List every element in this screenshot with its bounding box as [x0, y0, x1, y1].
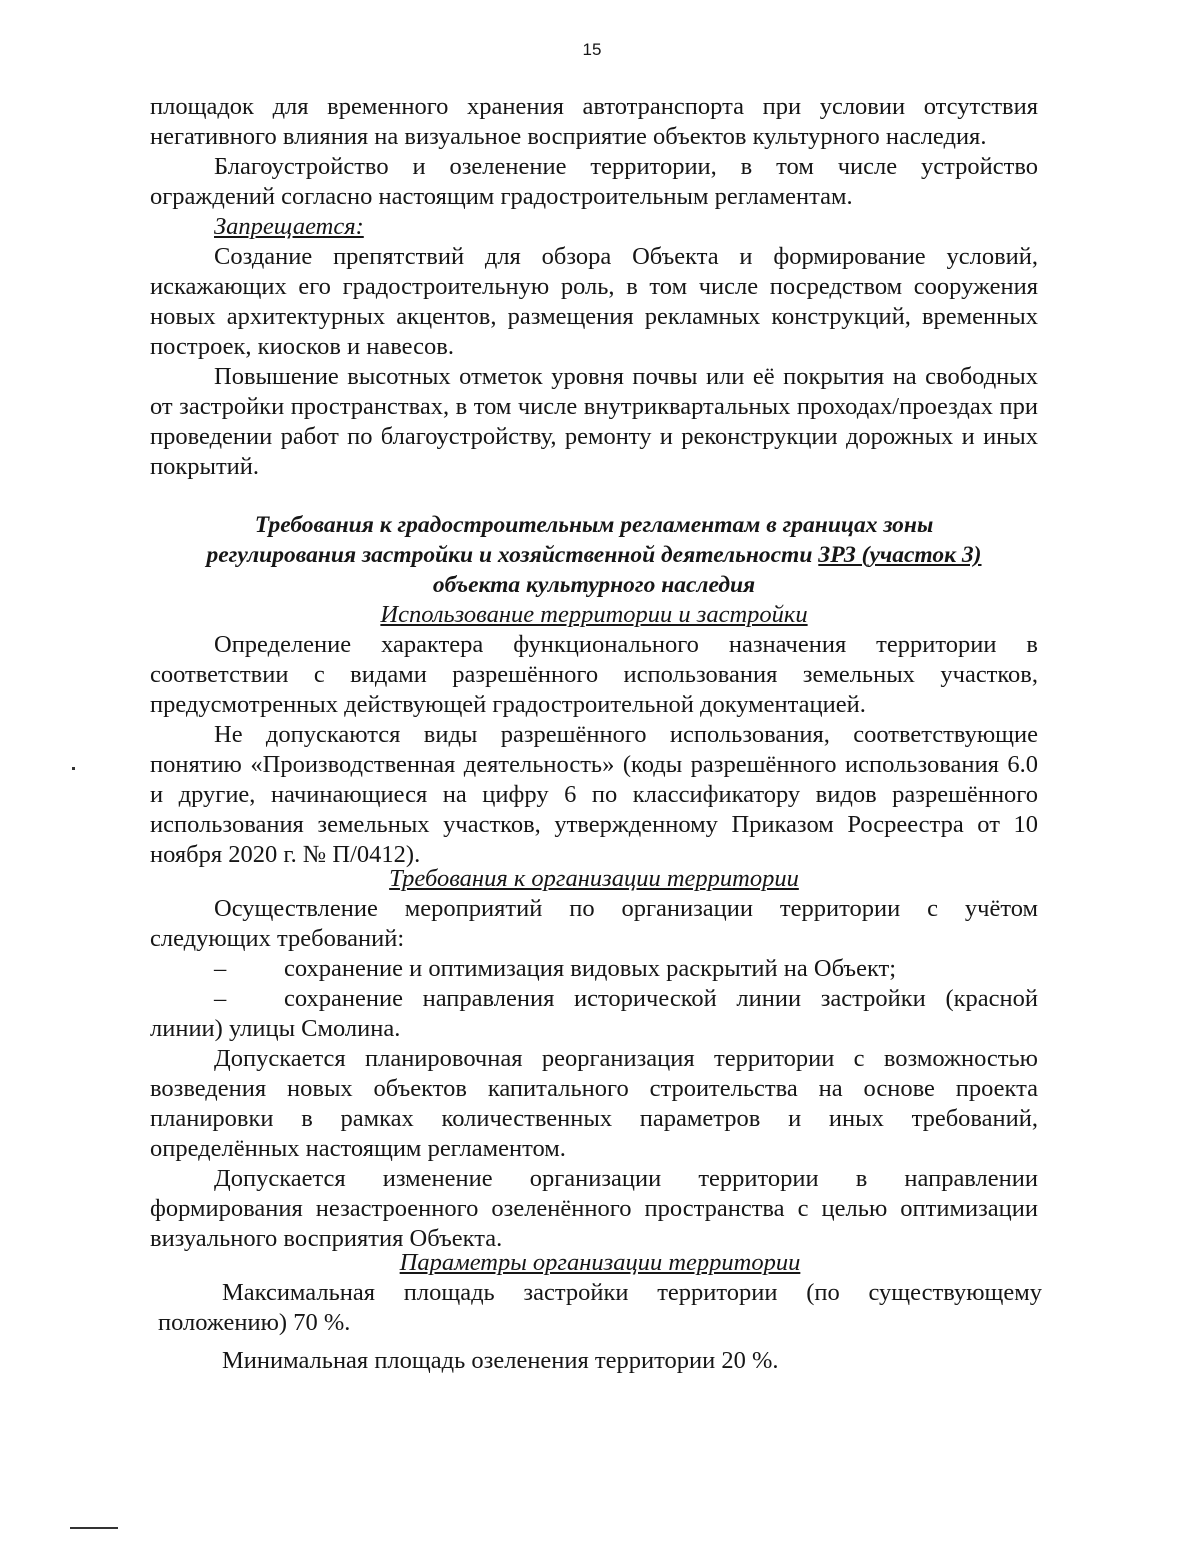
- dash-marker: –: [214, 985, 227, 1012]
- subsection-title: Требования к организации территории: [389, 865, 799, 892]
- paragraph: Повышение высотных отметок уровня почвы или её покрытия на свободных от застройки пространствах, в том числе внутриквартальных проходах/проездах при проведении работ по благоустройству, ремонту и реконструкции дорожных и иных покрытий.: [150, 363, 1038, 480]
- subsection-title: Использование территории и застройки: [380, 601, 808, 628]
- page-number: 15: [582, 40, 602, 59]
- list-item-text: сохранение и оптимизация видовых раскрытий на Объект;: [284, 955, 897, 982]
- section-use: [150, 600, 1038, 870]
- paragraph: Допускается планировочная реорганизация территории с возможностью возведения новых объектов капитального строительства на основе проекта планировки в рамках количественных параметров и иных требований, определённых настоящим регламентом.: [150, 1045, 1038, 1162]
- paragraph: площадок для временного хранения автотранспорта при условии отсутствия негативного влияния на визуальное восприятие объектов культурного наследия.: [150, 93, 1038, 150]
- scan-speck: [72, 767, 75, 770]
- paragraph: Определение характера функционального назначения территории в соответствии с видами разрешённого использования земельных участков, предусмотренных действующей градостроительной документацией.: [150, 631, 1038, 718]
- heading-line: объекта культурного наследия: [432, 572, 756, 598]
- section-heading: [150, 510, 1038, 600]
- paragraph: Допускается изменение организации территории в направлении формирования незастроенного озеленённого пространства с целью оптимизации визуального восприятия Объекта.: [150, 1165, 1038, 1252]
- section-prohibitions: [150, 92, 1038, 482]
- paragraph: Создание препятствий для обзора Объекта и формирование условий, искажающих его градостроительную роль, в том числе посредством сооружения новых архитектурных акцентов, размещения рекламных конструкций, временных построек, киосков и навесов.: [150, 243, 1038, 360]
- section-parameters: [158, 1248, 1042, 1376]
- paragraph: Осуществление мероприятий по организации территории с учётом следующих требований:: [150, 895, 1038, 952]
- subsection-title: Параметры организации территории: [399, 1249, 801, 1276]
- heading-line: [150, 540, 1038, 570]
- prohibited-label: Запрещается:: [214, 213, 364, 240]
- heading-text: регулирования застройки и хозяйственной деятельности: [206, 542, 819, 568]
- section-organization: [150, 864, 1038, 1254]
- paragraph: Максимальная площадь застройки территории (по существующему положению) 70 %.: [158, 1279, 1042, 1336]
- list-item: [150, 954, 1038, 984]
- list-item-text: сохранение направления исторической линии застройки (красной линии) улицы Смолина.: [150, 985, 1038, 1042]
- paragraph: Не допускаются виды разрешённого использования, соответствующие понятию «Производственная деятельность» (коды разрешённого использования 6.0 и другие, начинающиеся на цифру 6 по классификатору видов разрешённого использования земельных участков, утвержденному Приказом Росреестра от 10 ноября 2020 г. № П/0412).: [150, 721, 1038, 868]
- heading-line: Требования к градостроительным регламентам в границах зоны: [254, 512, 934, 538]
- scan-line: [70, 1527, 118, 1529]
- zone-code: ЗРЗ (участок 3): [818, 542, 982, 568]
- paragraph: Благоустройство и озеленение территории, в том числе устройство ограждений согласно настоящим градостроительным регламентам.: [150, 153, 1038, 210]
- paragraph: Минимальная площадь озеленения территории 20 %.: [222, 1347, 779, 1374]
- dash-marker: –: [214, 955, 227, 982]
- list-item: [150, 984, 1038, 1044]
